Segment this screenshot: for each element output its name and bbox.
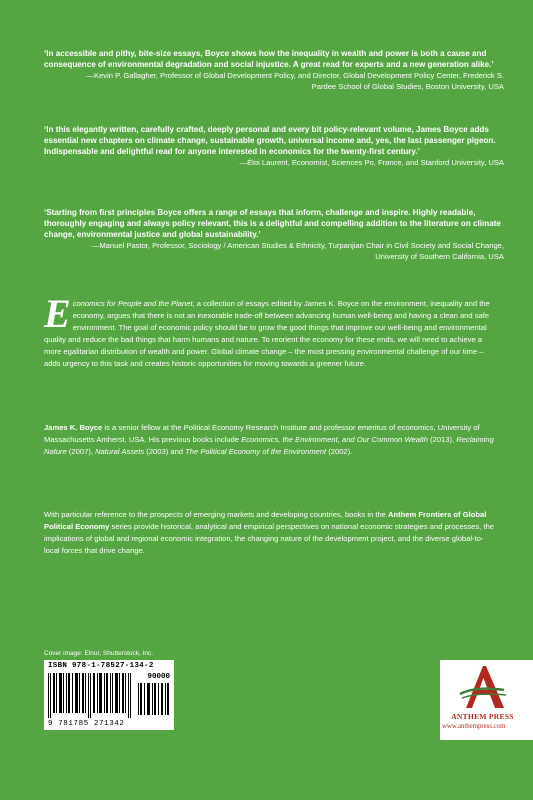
quote-text: ‘In accessible and pithy, bite-size essays, Boyce shows how the inequality in wealth and power is both a cause and consequence of environmental degradation and social injustice. A great read for experts and a new generation alike.’ <box>44 49 494 69</box>
barcode-bars <box>48 673 134 718</box>
quote-attribution: —Éloi Laurent, Economist, Sciences Po, France, and Stanford University, USA <box>239 158 504 167</box>
author-bio: James K. Boyce is a senior fellow at the Political Economy Research Institute and professor emeritus of economics, University of Massachusetts Amherst, USA. His previous books include Economics, the Environment, and Our Common Wealth (2013), Reclaiming Nature (2007), Natural Assets (2003) and The Political Economy of the Environment (2002). <box>44 423 494 456</box>
previous-book: Natural Assets <box>95 447 145 456</box>
addon-barcode-bars <box>138 683 170 715</box>
book-description <box>44 291 499 370</box>
price-code: 90000 <box>147 673 170 681</box>
endorsement-quote-3 <box>44 207 504 262</box>
quote-text: ‘In this elegantly written, carefully crafted, deeply personal and every bit policy-relevant volume, James Boyce adds essential new chapters on climate change, sustainable growth, universal income and, yes, the last passenger pigeon. Indispensable and delightful read for anyone interested in economics for the twenty-first century.’ <box>44 125 496 156</box>
endorsement-quote-1 <box>44 48 504 92</box>
drop-cap: E <box>44 291 71 336</box>
quote-attribution: —Manuel Pastor, Professor, Sociology / American Studies & Ethnicity, Turpanjian Chair in Civil Society and Social Change, University of Southern California, USA <box>91 241 504 261</box>
previous-book: The Political Economy of the Environment <box>185 447 327 456</box>
anthem-a-logo-icon <box>458 664 508 710</box>
description-body: , a collection of essays edited by James K. Boyce on the environment, inequality and the economy, argues that there is not an inexorable trade-off between advancing human well-being and having a clean and safe environment. The goal of economic policy should be to grow the good things that improve our well-being and environmental quality and reduce the bad things that harm humans and nature. To reorient the economy for these ends, we will need to achieve a more egalitarian distribution of wealth and power. Global climate change – the most pressing environmental challenge of our time – adds urgency to this task and creates historic opportunities for moving towards a greener future. <box>44 299 490 368</box>
barcode-digits: 9 781785 271342 <box>48 720 125 728</box>
series-name: Anthem Frontiers of Global Political Economy <box>44 510 487 531</box>
quote-attribution: —Kevin P. Gallagher, Professor of Global Development Policy, and Director, Global Development Policy Center, Frederick S. Pardee School of Global Studies, Boston University, USA <box>86 71 504 91</box>
publisher-logo <box>440 660 533 740</box>
publisher-name: ANTHEM PRESS <box>451 712 514 721</box>
endorsement-quote-2 <box>44 124 504 168</box>
isbn-barcode <box>44 660 174 730</box>
series-description: With particular reference to the prospects of emerging markets and developing countries, books in the Anthem Frontiers of Global Political Economy series provide historical, analytical and empirical perspectives on national economic strategies and processes, the implications of global and regional economic integration, the changing nature of the development project, and the diverse global-to-local forces that drive change. <box>44 510 494 555</box>
author-name: James K. Boyce <box>44 423 103 432</box>
quote-text: ‘Starting from first principles Boyce offers a range of essays that inform, challenge and inspire. Highly readable, thoroughly engaging and always policy relevant, this is a delightful and compelling addition to the literature on climate change, environmental justice and global sustainability.’ <box>44 208 501 239</box>
previous-book: Economics, the Environment, and Our Common Wealth <box>241 435 428 444</box>
isbn-label: ISBN 978-1-78527-134-2 <box>48 662 154 670</box>
publisher-url: www.anthempress.com <box>442 723 506 730</box>
book-title: conomics for People and the Planet <box>72 299 193 308</box>
cover-credit: Cover image: Elnur, Shutterstock, Inc. <box>44 650 154 657</box>
previous-book: Reclaiming Nature <box>44 435 494 456</box>
